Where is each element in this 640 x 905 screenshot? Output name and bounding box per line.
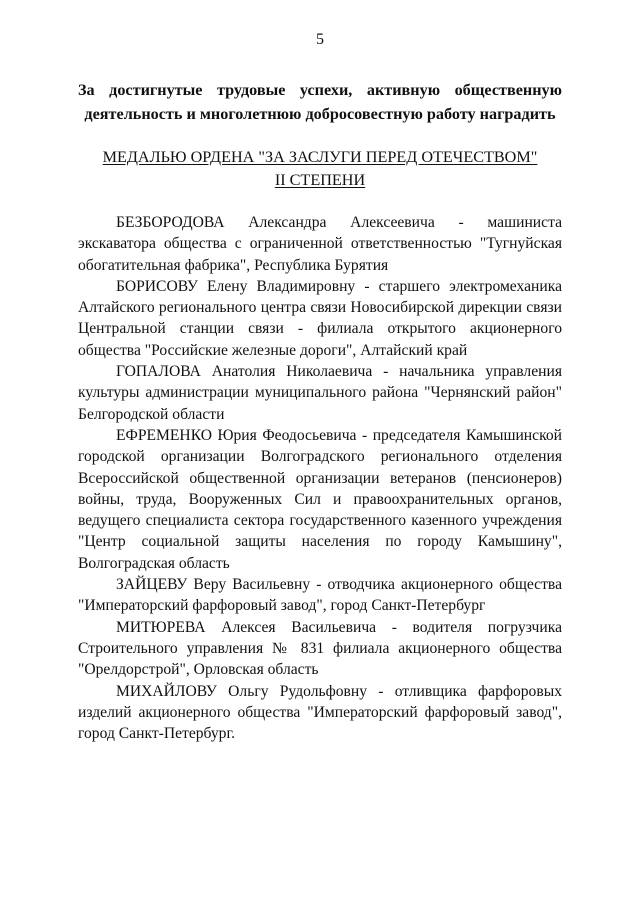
award-intro: За достигнутые трудовые успехи, активную общественную деятельность и многолетнюю добросовестную работу наградить [78,81,562,123]
award-title-line-2: II СТЕПЕНИ [274,171,366,189]
awardee-entry [78,276,562,361]
awardee-details: Алексея Васильевича - водителя погрузчика Строительного управления № 831 филиала акционерного общества "Орелдорстрой", Орловская область [78,618,562,679]
awardee-surname: МИХАЙЛОВУ [116,682,217,700]
awardee-details: Анатолия Николаевича - начальника управления культуры администрации муниципального района "Чернянский район" Белгородской области [78,363,562,423]
award-title [78,146,562,192]
awardee-entry [78,425,562,574]
awardee-surname: ГОПАЛОВА [116,363,201,381]
awardee-surname: ЗАЙЦЕВУ [116,576,188,594]
awardee-entry [78,574,562,617]
page-number: 5 [316,31,324,48]
awardee-details: Юрия Феодосьевича - председателя Камышинской городской организации Волгоградского регионального отделения Всероссийской общественной организации ветеранов (пенсионеров) войны, труда, Вооруженных Сил и правоохранительных органов, ведущего специалиста сектора государственного казенного учреждения "Центр социальной защиты населения по городу Камышину", Волгоградская область [78,426,562,572]
awardee-entry [78,361,562,425]
awardee-surname: БЕЗБОРОДОВА [116,214,225,231]
awardee-details: Александра Алексеевича - машиниста экскаватора общества с ограниченной ответственностью "Тугнуйская обогатительная фабрика", Республика Бурятия [78,214,562,274]
awardee-details: Веру Васильевну - отводчика акционерного общества "Императорский фарфоровый завод", город Санкт-Петербург [78,576,562,615]
awardee-surname: ЕФРЕМЕНКО [116,426,212,444]
awardee-surname: БОРИСОВУ [116,277,198,295]
awardee-details: Елену Владимировну - старшего электромеханика Алтайского регионального центра связи Новосибирской дирекции связи Центральной станции связи - филиала открытого акционерного общества "Российские железные дороги", Алтайский край [78,277,562,359]
awardee-entry [78,617,562,681]
awardee-surname: МИТЮРЕВА [116,618,206,636]
awardee-entry [78,681,562,745]
awardee-details: Ольгу Рудольфовну - отливщика фарфоровых изделий акционерного общества "Императорский фарфоровый завод", город Санкт-Петербург. [78,682,562,743]
awardee-entry [78,212,562,276]
award-title-line-1: МЕДАЛЬЮ ОРДЕНА "ЗА ЗАСЛУГИ ПЕРЕД ОТЕЧЕСТВОМ" [102,148,538,166]
awardee-list [78,212,562,744]
